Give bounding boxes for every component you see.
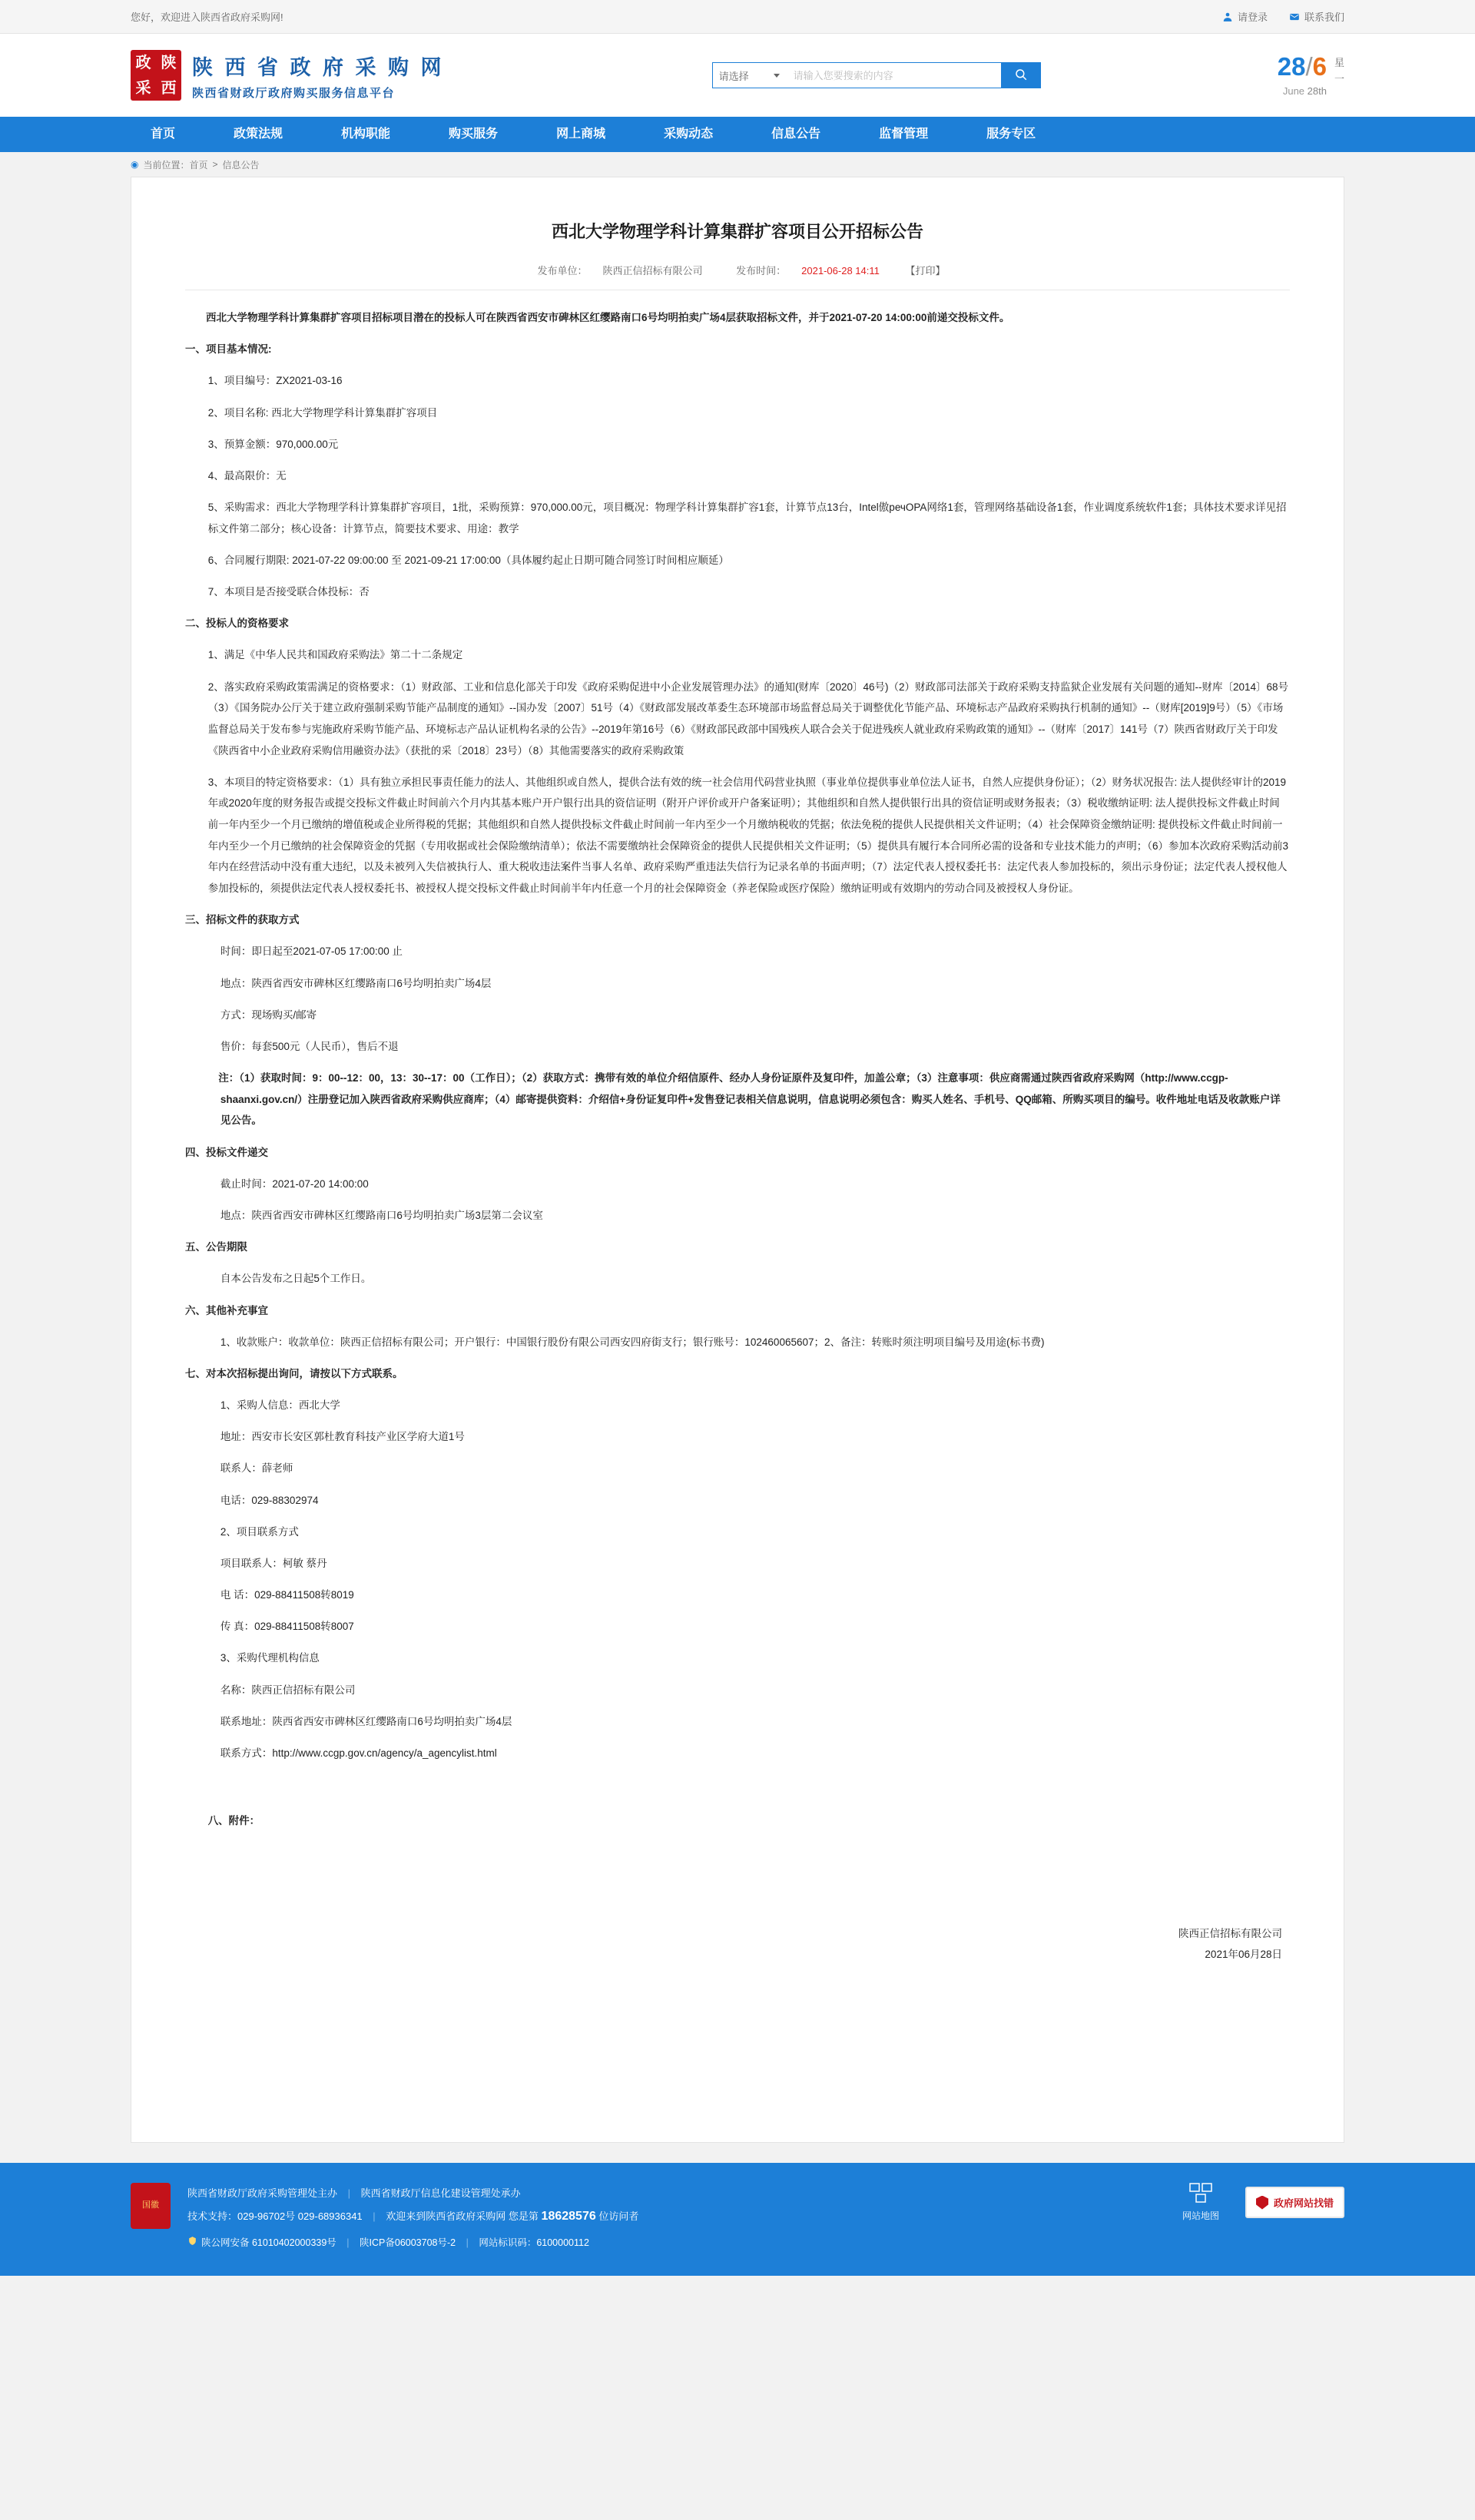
user-icon: [1222, 12, 1233, 22]
section-3-item-1: 时间：即日起至2021-07-05 17:00:00 止: [220, 945, 403, 958]
nav-item-functions[interactable]: 机构职能: [341, 127, 391, 141]
section-1-item-7: 7、本项目是否接受联合体投标：否: [207, 586, 370, 598]
section-heading-1: 一、项目基本情况:: [185, 343, 272, 356]
date-month: 6: [1312, 52, 1327, 81]
sitemap-icon: [1189, 2183, 1212, 2205]
section-1-item-6: 6、合同履行期限: 2021-07-22 09:00:00 至 2021-09-21 17:00:00（具体履约起止日期可随合同签订时间相应顺延）: [207, 554, 729, 566]
icp-beian-text[interactable]: 陕ICP备06003708号-2: [360, 2237, 456, 2248]
article-panel: [131, 177, 1344, 2143]
site-name-secondary: 陕西省财政厅政府购买服务信息平台: [192, 86, 396, 100]
search-icon: [1014, 68, 1028, 84]
section-5-item-1: 自本公告发布之日起5个工作日。: [220, 1273, 372, 1285]
site-logo: [131, 50, 181, 101]
article-meta: [185, 263, 1290, 290]
section-2-item-3: 3、本项目的特定资格要求：（1）具有独立承担民事责任能力的法人、其他组织或自然人，提供合法有效的统一社会信用代码营业执照（事业单位提供事业单位法人证书，自然人应提供身份证）；（2）财务状况报告: 法人提供经审计的2019年或2020年度的财务报告或提交投标文件截止时间前六个月内其基本账户开户银行出具的资信证明（附开户评价或开户备案证明）；其他组织和自然人提供银行出具的资信证明或财务报表；（3）税收缴纳证明: 法人提供投标文件截止时间前一年内至少一个月已缴纳的增值税或企业所得税的凭据；其他组织和自然人提供投标文件截止时间前一年内至少一个月缴纳税收的凭据；依法免税的提供人民提供相关文件证明；（4）社会保障资金缴纳证明: 提供投标文件截止时间前一年内至少一个月已缴纳的社会保障资金的凭据（专用收据或社会保险缴纳清单）；依法不需要缴纳社会保障资金的提供人民提供相关文件证明；（5）提供具有履行本合同所必需的设备和专业技术能力的声明；（6）参加本次政府采购活动前3年内在经营活动中没有重大违纪，以及未被列入失信被执行人、重大税收违法案件当事人名单、政府采购严重违法失信行为记录名单的书面声明；（7）法定代表人授权委托书：法定代表人参加投标的，须出示身份证；法定代表人授权他人参加投标的，须提供法定代表人授权委托书、被授权人提交投标文件截止时间前半年内任意一个月的社会保障资金（养老保险或医疗保险）缴纳证明或有效期内的劳动合同及被授权人身份证。: [207, 776, 1288, 895]
brand[interactable]: [131, 50, 445, 101]
police-beian-text: 陕公网安备 61010402000339号: [201, 2237, 336, 2248]
nav-item-supervision[interactable]: 监督管理: [879, 127, 929, 141]
search-bar: [712, 62, 1041, 88]
nav-item-announcements[interactable]: 信息公告: [771, 127, 821, 141]
section-heading-7: 七、对本次招标提出询问，请按以下方式联系。: [185, 1367, 403, 1379]
login-link[interactable]: [1222, 9, 1268, 24]
signature-date: 2021年06月28日: [1205, 1949, 1282, 1961]
publish-time-label: 发布时间：: [736, 265, 787, 277]
footer-support-phone2: 029-68936341: [297, 2210, 363, 2223]
footer-welcome: 欢迎来到陕西省政府采购网 您是第: [386, 2210, 539, 2223]
site-id-text: 网站标识码：6100000112: [479, 2237, 589, 2248]
section-7-item-12[interactable]: 联系方式：http://www.ccgp.gov.cn/agency/a_agencylist.html: [220, 1747, 497, 1759]
section-4-item-1: 截止时间：2021-07-20 14:00:00: [220, 1177, 369, 1190]
site-name-primary: 陕 西 省 政 府 采 购 网: [192, 55, 445, 79]
signature-block: [185, 1923, 1290, 1965]
site-footer: [0, 2163, 1475, 2276]
section-2-item-2: 2、落实政府采购政策需满足的资格要求：（1）财政部、工业和信息化部关于印发《政府采购促进中小企业发展管理办法》的通知(财库〔2020〕46号)（2）财政部司法部关于政府采购支持监狱企业发展有关问题的通知--财库〔2014〕68号（3）《国务院办公厅关于建立政府强制采购节能产品制度的通知》--国办发〔2007〕51号（4）《财政部发展改革委生态环境部市场监督总局关于调整优化节能产品、环境标志产品政府采购执行机制的通知》--（财库[2019]9号）（5）《市场监督总局关于发布参与宪施政府采购节能产品、环境标志产品认证机构名录的公告》--2019年第16号（6）《财政部民政部中国残疾人联合会关于促进残疾人就业政府采购政策的通知》--（财库〔2017〕141号（7）陕西省财政厅关于印发《陕西省中小企业政府采购信用融资办法》（获批的采〔2018〕23号）（8）其他需要落实的政府采购政策: [207, 680, 1289, 757]
publisher-value: 陕西正信招标有限公司: [602, 265, 703, 277]
article-body: [185, 307, 1290, 1965]
logo-char-1: 陕: [161, 54, 177, 71]
breadcrumb-item-home[interactable]: 首页: [189, 159, 208, 171]
date-day-en: 28th: [1307, 85, 1327, 97]
footer-divider-4: |: [466, 2237, 469, 2248]
mail-icon: [1289, 12, 1300, 22]
nav-item-news[interactable]: 采购动态: [664, 127, 714, 141]
shield-icon: [1256, 2196, 1268, 2210]
footer-divider-2: |: [373, 2210, 376, 2223]
section-7-item-4: 电话：029-88302974: [220, 1494, 319, 1506]
date-day: 28: [1277, 52, 1306, 81]
section-heading-2: 二、投标人的资格要求: [185, 618, 289, 630]
footer-support-label: 技术支持：029-96702号: [187, 2210, 296, 2223]
chevron-down-icon: [774, 74, 780, 78]
weekday-label: 星: [1334, 57, 1344, 68]
contact-label: 联系我们: [1304, 12, 1344, 23]
section-1-item-3: 3、预算金额：970,000.00元: [207, 438, 339, 450]
search-input[interactable]: [786, 62, 1001, 88]
footer-org-2: 陕西省财政厅信息化建设管理处承办: [360, 2187, 521, 2199]
top-bar: [0, 0, 1475, 34]
print-button[interactable]: 【打印】: [905, 265, 946, 277]
section-heading-3: 三、招标文件的获取方式: [185, 914, 300, 926]
date-slash: /: [1305, 52, 1313, 81]
section-1-item-1: 1、项目编号：ZX2021-03-16: [207, 375, 343, 387]
section-3-note: 注：（1）获取时间：9：00--12：00，13：30--17：00（工作日）；（2）获取方式：携带有效的单位介绍信原件、经办人身份证原件及复印件，加盖公章；（3）注意事项：供应商需通过陕西省政府采购网（http://www.ccgp-shaanxi.gov.cn/）注册登记加入陕西省政府采购供应商库；（4）邮寄提供资料：介绍信+身份证复印件+发售登记表相关信息说明，信息说明必须包含：购买人姓名、手机号、QQ邮箱、所购买项目的编号。收件地址电话及收款账户详见公告。: [218, 1072, 1281, 1127]
section-7-item-3: 联系人：薛老师: [220, 1462, 293, 1475]
footer-divider-1: |: [347, 2187, 351, 2199]
visitor-suffix: 位访问者: [598, 2210, 639, 2223]
gov-website-report-button[interactable]: [1245, 2187, 1344, 2218]
weekday-value: 一: [1334, 72, 1344, 84]
nav-item-home[interactable]: 首页: [151, 127, 176, 141]
nav-item-service-zone[interactable]: 服务专区: [986, 127, 1036, 141]
footer-divider-3: |: [346, 2237, 350, 2248]
section-7-item-11: 联系地址：陕西省西安市碑林区红缨路南口6号均明拍卖广场4层: [220, 1715, 512, 1727]
section-heading-5: 五、公告期限: [185, 1241, 247, 1253]
site-header: [0, 34, 1475, 117]
greeting-text: 您好，欢迎进入陕西省政府采购网!: [131, 12, 283, 23]
nav-item-online-mall[interactable]: 网上商城: [556, 127, 606, 141]
section-heading-4: 四、投标文件递交: [185, 1146, 268, 1158]
gov-emblem-icon: 国徽: [131, 2183, 171, 2229]
section-heading-6: 六、其他补充事宜: [185, 1304, 268, 1316]
section-3-item-4: 售价：每套500元（人民币），售后不退: [220, 1040, 399, 1052]
publish-time-value: 2021-06-28 14:11: [801, 265, 880, 277]
logo-char-0: 政: [135, 54, 151, 71]
contact-link[interactable]: [1289, 9, 1344, 24]
section-1-item-5: 5、采购需求：西北大学物理学科计算集群扩容项目，1批，采购预算：970,000.00元，项目概况：物理学科计算集群扩容1套，计算节点13台，Intel傲речOPA网络1套，管理网络基础设备1套，作业调度系统软件1套；具体技术要求详见招标文件第二部分；核心设备：计算节点，简要技术要求、用途：教学: [207, 502, 1287, 535]
date-widget: [1278, 54, 1344, 97]
gov-badge-label: 政府网站找错: [1273, 2197, 1334, 2209]
footer-org-1: 陕西省财政厅政府采购管理处主办: [187, 2187, 338, 2199]
search-category-value: 请选择: [718, 70, 749, 82]
breadcrumb-item-current[interactable]: 信息公告: [222, 159, 260, 171]
location-pin-icon: ◉: [131, 159, 139, 170]
section-1-item-4: 4、最高限价：无: [207, 469, 287, 482]
section-7-item-2: 地址：西安市长安区郭杜教育科技产业区学府大道1号: [220, 1431, 465, 1443]
section-3-item-3: 方式：现场购买/邮寄: [220, 1008, 317, 1021]
section-2-item-1: 1、满足《中华人民共和国政府采购法》第二十二条规定: [207, 649, 463, 661]
sitemap-link[interactable]: [1182, 2183, 1219, 2222]
signature-company: 陕西正信招标有限公司: [1178, 1928, 1282, 1940]
nav-item-purchase-service[interactable]: 购买服务: [449, 127, 499, 141]
search-category-select[interactable]: [712, 62, 786, 88]
section-7-item-6: 项目联系人：柯敏 蔡丹: [220, 1557, 327, 1569]
main-nav: [0, 117, 1475, 152]
section-3-item-2: 地点：陕西省西安市碑林区红缨路南口6号均明拍卖广场4层: [220, 977, 492, 989]
section-6-item-1: 1、收款账户：收款单位：陕西正信招标有限公司；开户银行：中国银行股份有限公司西安四府街支行；银行账号：102460065607；2、备注：转账时须注明项目编号及用途(标书费): [220, 1336, 1045, 1348]
date-month-en: June: [1282, 85, 1305, 97]
police-badge-icon: [187, 2233, 197, 2253]
section-7-item-8: 传 真：029-88411508转8007: [220, 1621, 354, 1633]
logo-char-3: 西: [161, 79, 177, 97]
breadcrumb-separator: >: [212, 159, 218, 170]
logo-char-2: 采: [135, 79, 151, 97]
nav-item-policy[interactable]: 政策法规: [234, 127, 283, 141]
police-beian[interactable]: [187, 2233, 336, 2253]
visitor-count: 18628576: [541, 2210, 596, 2224]
section-7-item-1: 1、采购人信息：西北大学: [220, 1399, 340, 1412]
breadcrumb-prefix: 当前位置：: [143, 159, 190, 171]
section-1-item-2: 2、项目名称: 西北大学物理学科计算集群扩容项目: [207, 406, 438, 419]
section-heading-8: 八、附件：: [207, 1814, 260, 1826]
login-label: 请登录: [1237, 12, 1268, 23]
search-button[interactable]: [1001, 62, 1041, 88]
section-7-item-7: 电 话：029-88411508转8019: [220, 1589, 354, 1601]
section-7-item-10: 名称：陕西正信招标有限公司: [220, 1684, 356, 1696]
section-7-item-5: 2、项目联系方式: [220, 1525, 299, 1538]
sitemap-label: 网站地图: [1182, 2210, 1219, 2221]
page-title: 西北大学物理学科计算集群扩容项目公开招标公告: [551, 222, 923, 241]
breadcrumb: [0, 152, 1475, 177]
publisher-label: 发布单位：: [537, 265, 588, 277]
section-7-item-9: 3、采购代理机构信息: [220, 1652, 320, 1664]
article-lead: 西北大学物理学科计算集群扩容项目招标项目潜在的投标人可在陕西省西安市碑林区红缨路南口6号均明拍卖广场4层获取招标文件，并于2021-07-20 14:00:00前递交投标文件。: [206, 312, 1010, 323]
section-4-item-2: 地点：陕西省西安市碑林区红缨路南口6号均明拍卖广场3层第二会议室: [220, 1210, 543, 1221]
